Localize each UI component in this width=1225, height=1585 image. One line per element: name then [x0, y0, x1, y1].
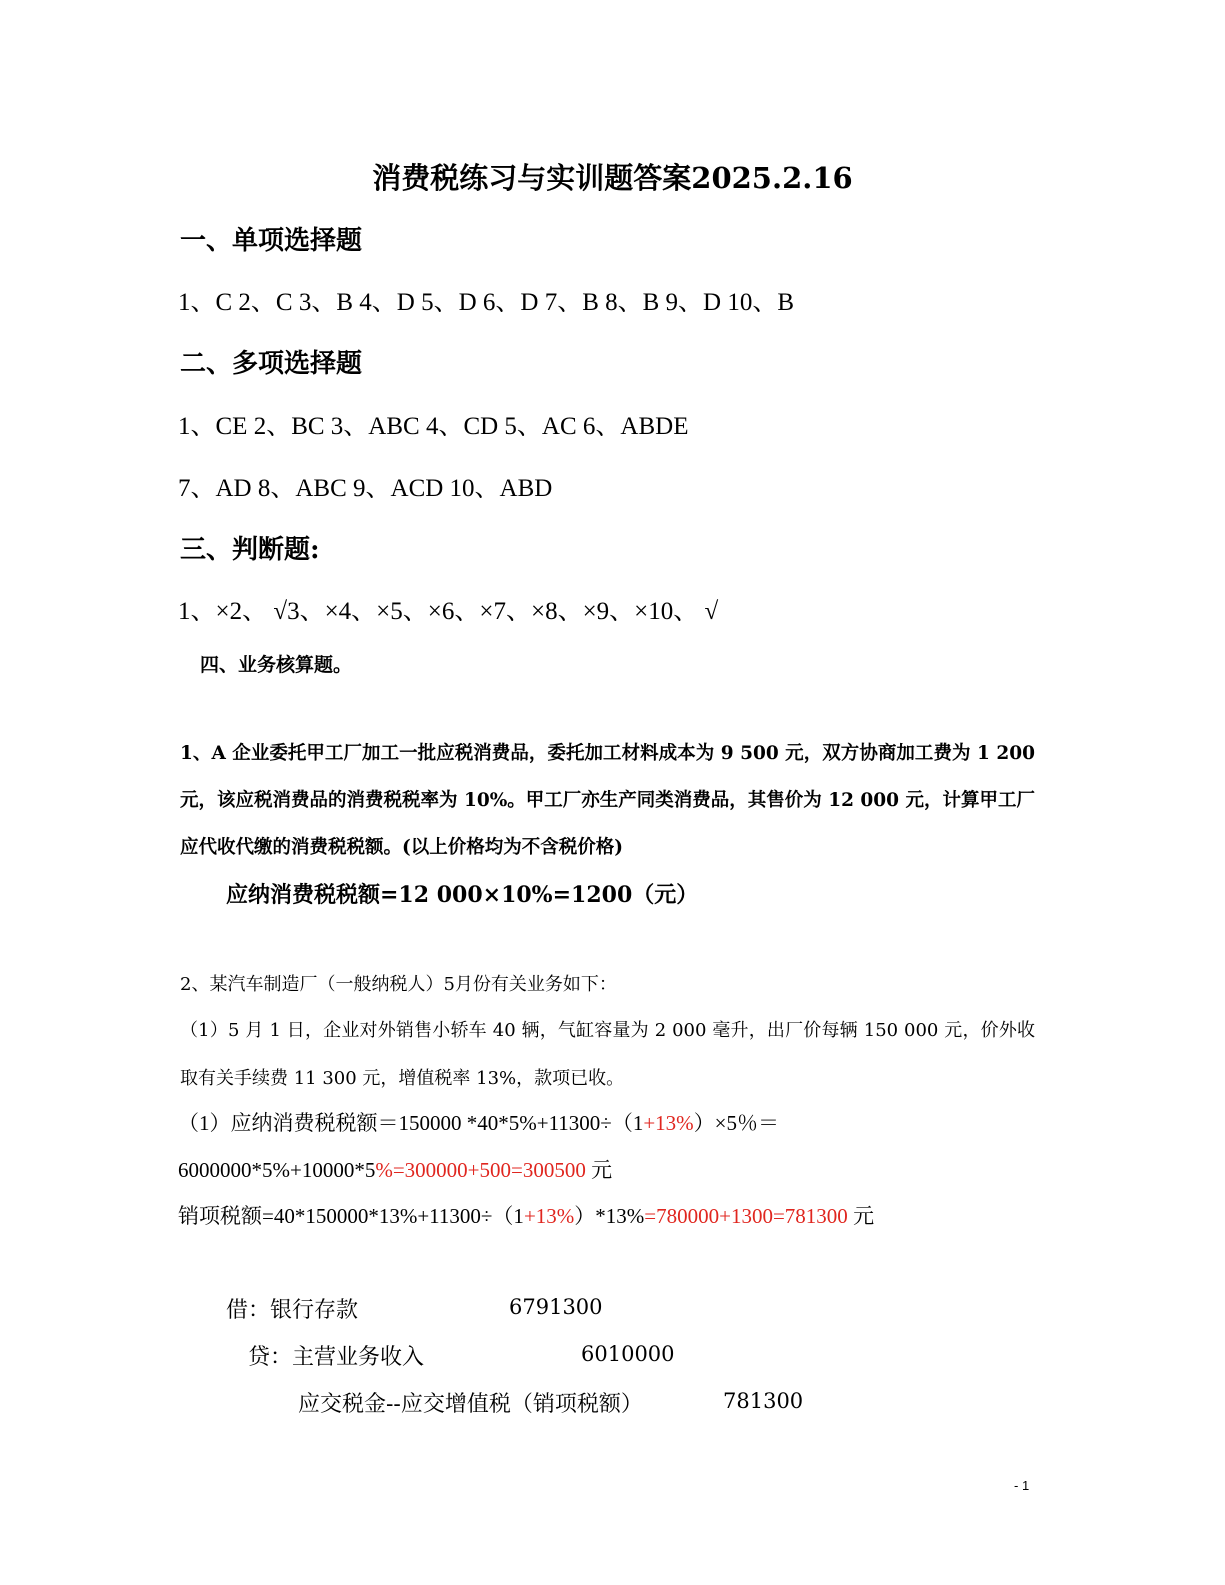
- formula-2-part-a: 销项税额=40*150000*13%+11300÷（1: [178, 1204, 524, 1228]
- single-choice-answers: 1、C 2、C 3、B 4、D 5、D 6、D 7、B 8、B 9、D 10、B: [178, 289, 795, 316]
- formula-1-part-b: +13%: [643, 1111, 694, 1135]
- question-2-intro: 2、某汽车制造厂（一般纳税人）5月份有关业务如下：: [180, 974, 617, 995]
- formula-2-part-e: 元: [847, 1204, 875, 1228]
- section-heading-multiple-choice: 二、多项选择题: [180, 349, 363, 379]
- journal-credit2-amount: 781300: [723, 1389, 804, 1413]
- page-title: 消费税练习与实训题答案2025.2.16: [372, 161, 853, 195]
- formula-2-part-c: ）*13%: [574, 1204, 645, 1228]
- section-heading-single-choice: 一、单项选择题: [180, 226, 363, 256]
- journal-credit-label: 贷：主营业务收入: [248, 1345, 425, 1370]
- output-tax-formula: [178, 1193, 1035, 1240]
- formula-2-part-b: +13%: [523, 1204, 575, 1228]
- formula-1-part-a: （1）应纳消费税税额＝150000 *40*5%+11300÷（1: [178, 1111, 644, 1135]
- section-heading-judgement: 三、判断题:: [180, 535, 320, 565]
- multiple-choice-answers-line2: 7、AD 8、ABC 9、ACD 10、ABD: [178, 475, 553, 502]
- question-1-text: 1、A 企业委托甲工厂加工一批应税消费品，委托加工材料成本为 9 500 元，双方协商加工费为 1 200 元，该应税消费品的消费税税率为 10%。甲工厂亦生产同类消费品，其售价为 12 000 元，计算甲工厂应代收代缴的消费税税额。(以上价格均为不含税价格): [180, 743, 1035, 858]
- consumption-tax-formula: [178, 1100, 1035, 1194]
- multiple-choice-answers-line1: 1、CE 2、BC 3、ABC 4、CD 5、AC 6、ABDE: [178, 413, 689, 440]
- journal-debit-label: 借：银行存款: [226, 1298, 359, 1323]
- section-heading-business: 四、业务核算题。: [200, 654, 353, 676]
- formula-2-part-d: =780000+1300=781300: [644, 1204, 848, 1228]
- page-number: - 1: [1014, 1478, 1030, 1493]
- journal-credit-amount: 6010000: [581, 1342, 675, 1366]
- judgement-answers: 1、×2、 √3、×4、×5、×6、×7、×8、×9、×10、 √: [178, 598, 719, 625]
- question-1-answer: 应纳消费税税额=12 000×10%=1200（元）: [226, 882, 699, 908]
- journal-credit2-label: 应交税金--应交增值税（销项税额）: [298, 1392, 643, 1417]
- question-2-item-1: （1）5 月 1 日，企业对外销售小轿车 40 辆，气缸容量为 2 000 毫升，出厂价每辆 150 000 元，价外收取有关手续费 11 300 元，增值税率 13%，款项已收。: [180, 1020, 1035, 1089]
- formula-1-part-e: 元: [585, 1158, 613, 1182]
- journal-debit-amount: 6791300: [509, 1295, 603, 1319]
- formula-1-part-d: %=300000+500=300500: [375, 1158, 586, 1182]
- formula-1-part-c: ）×5％＝6000000*5%+10000*5: [178, 1111, 780, 1182]
